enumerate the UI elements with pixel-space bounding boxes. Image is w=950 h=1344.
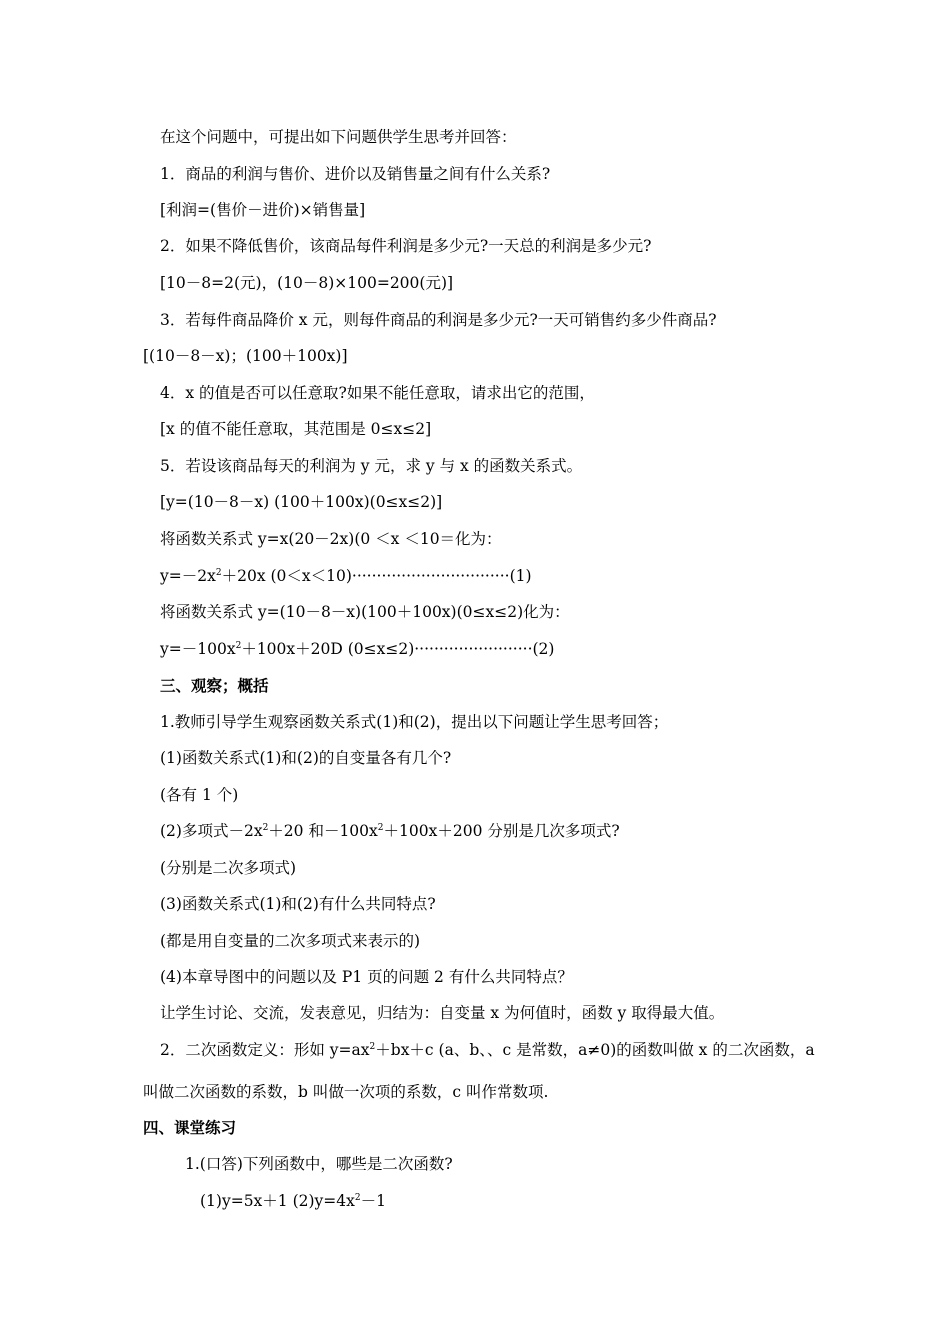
text-line: (都是用自变量的二次多项式来表示的)	[160, 932, 421, 950]
formula-2: $y=-100x^2+100x+20D$ (0≤x≤2)························(2)	[160, 640, 555, 658]
section-heading: 四、课堂练习	[143, 1119, 237, 1137]
answer-3: [(10－8－x)；(100＋100x)]	[143, 347, 348, 365]
text-line: 让学生讨论、交流，发表意见，归结为：自变量 x 为何值时，函数 y 取得最大值。	[160, 1004, 725, 1022]
answer-2: [10－8=2(元)，(10－8)×100=200(元)]	[160, 274, 454, 292]
question-1: 1．商品的利润与售价、进价以及销售量之间有什么关系?	[160, 165, 551, 183]
text-line: 将函数关系式 y=(10－8－x)(100＋100x)(0≤x≤2)化为：	[160, 603, 570, 621]
question-2: 2．如果不降低售价，该商品每件利润是多少元?一天总的利润是多少元?	[160, 237, 652, 255]
text-line: (各有 1 个)	[160, 786, 239, 804]
text-line: 将函数关系式 y=x(20－2x)(0 ＜x ＜10＝化为：	[160, 530, 502, 548]
question-4: 4．x 的值是否可以任意取?如果不能任意取，请求出它的范围，	[160, 384, 595, 402]
text-line: (4)本章导图中的问题以及 P1 页的问题 2 有什么共同特点？	[160, 968, 573, 986]
text-line: (3)函数关系式(1)和(2)有什么共同特点?	[160, 895, 436, 913]
text-line: 在这个问题中，可提出如下问题供学生思考并回答：	[160, 128, 517, 146]
formula-1: $y=-2x^2+20x$ (0＜x＜10)································(1)	[160, 567, 532, 585]
question-5: 5．若设该商品每天的利润为 y 元，求 y 与 x 的函数关系式。	[160, 457, 583, 475]
text-line: (分别是二次多项式)	[160, 859, 297, 877]
question-3: 3．若每件商品降价 x 元，则每件商品的利润是多少元?一天可销售约多少件商品?	[160, 311, 717, 329]
answer-4: [x 的值不能任意取，其范围是 0≤x≤2]	[160, 420, 432, 438]
text-line: (1)函数关系式(1)和(2)的自变量各有几个?	[160, 749, 452, 767]
definition-line: 2．二次函数定义：形如 $y=ax^2+bx+c$ (a、b、、c 是常数，a≠0)的函数叫做 x 的二次函数，a	[160, 1041, 815, 1059]
answer-1: [利润=(售价－进价)×销售量]	[160, 201, 366, 219]
text-line: (2)多项式$-2x^2+20$ 和$-100x^2+100x+200$ 分别是几次多项式?	[160, 822, 620, 840]
text-line: 1.教师引导学生观察函数关系式(1)和(2)，提出以下问题让学生思考回答；	[160, 713, 669, 731]
exercise-items: (1)y=5x＋1 $(2)y=4x^2-1$	[200, 1192, 387, 1210]
definition-continued: 叫做二次函数的系数，b 叫做一次项的系数，c 叫作常数项.	[143, 1083, 549, 1101]
exercise-1: 1.(口答)下列函数中，哪些是二次函数?	[185, 1155, 453, 1173]
section-heading: 三、观察；概括	[160, 677, 269, 695]
answer-5: [y=(10－8－x) (100＋100x)(0≤x≤2)]	[160, 493, 443, 511]
